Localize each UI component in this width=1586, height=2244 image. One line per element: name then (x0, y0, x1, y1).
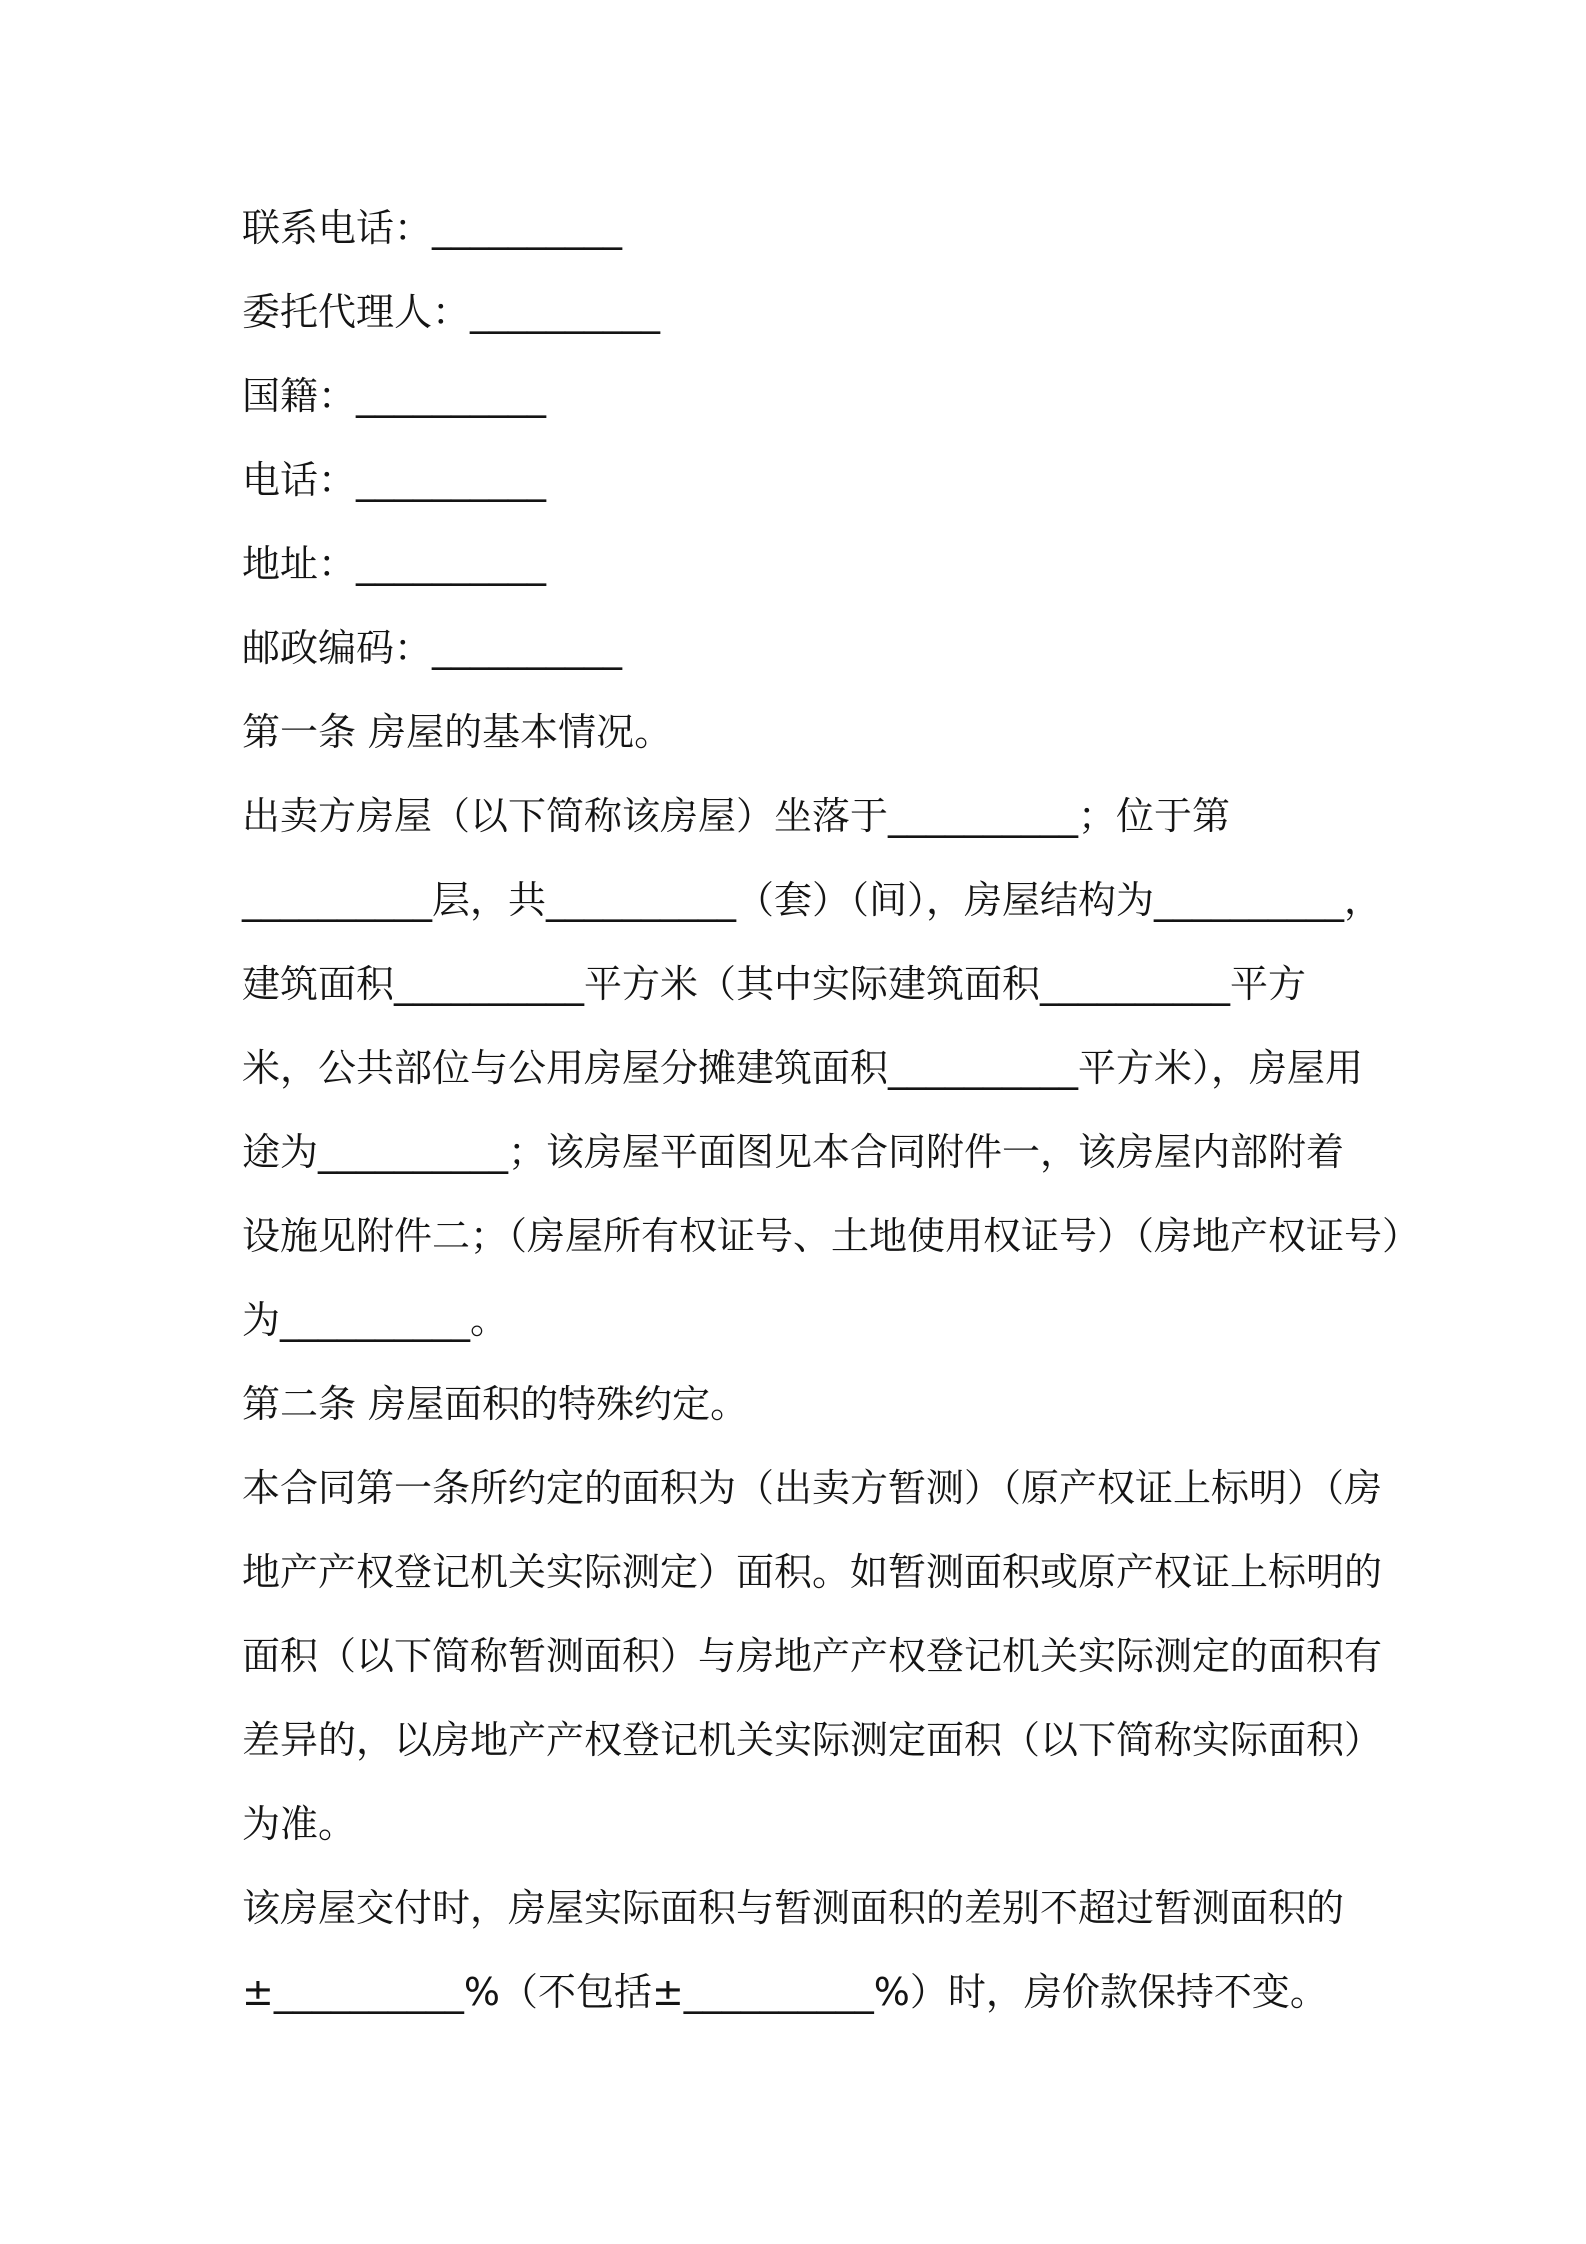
article-2-paragraph-line: 该房屋交付时，房屋实际面积与暂测面积的差别不超过暂测面积的 (242, 1886, 1345, 1930)
phone-line: 电话：__________ (242, 458, 547, 502)
article-2-paragraph-line: 本合同第一条所约定的面积为（出卖方暂测）（原产权证上标明）（房 (242, 1466, 1383, 1510)
address-line: 地址：__________ (242, 542, 547, 586)
article-2-paragraph-line: 地产产权登记机关实际测定）面积。如暂测面积或原产权证上标明的 (242, 1550, 1383, 1594)
article-2-paragraph-line: 差异的，以房地产产权登记机关实际测定面积（以下简称实际面积） (242, 1718, 1383, 1762)
contact-phone-line: 联系电话：__________ (242, 206, 623, 250)
article-1-paragraph-line: 途为__________；该房屋平面图见本合同附件一，该房屋内部附着 (242, 1130, 1345, 1174)
article-1-heading: 第一条 房屋的基本情况。 (242, 710, 673, 754)
article-2-paragraph-line: 面积（以下简称暂测面积）与房地产产权登记机关实际测定的面积有 (242, 1634, 1383, 1678)
agent-line: 委托代理人：__________ (242, 290, 661, 334)
article-1-paragraph-line: __________层，共__________（套）（间），房屋结构为__________， (242, 878, 1383, 922)
article-1-paragraph-line: 米，公共部位与公用房屋分摊建筑面积__________平方米），房屋用 (242, 1046, 1364, 1090)
postal-code-line: 邮政编码：__________ (242, 626, 623, 670)
article-2-heading: 第二条 房屋面积的特殊约定。 (242, 1382, 749, 1426)
article-1-paragraph-line: 出卖方房屋（以下简称该房屋）坐落于__________；位于第 (242, 794, 1231, 838)
article-1-paragraph-line: 为__________。 (242, 1298, 509, 1342)
article-2-paragraph-line: ±__________%（不包括±__________%）时，房价款保持不变。 (242, 1970, 1328, 2014)
article-1-paragraph-line: 设施见附件二；（房屋所有权证号、土地使用权证号）（房地产权证号） (242, 1214, 1421, 1258)
article-2-paragraph-line: 为准。 (242, 1802, 357, 1846)
nationality-line: 国籍：__________ (242, 374, 547, 418)
article-1-paragraph-line: 建筑面积__________平方米（其中实际建筑面积__________平方 (242, 962, 1307, 1006)
